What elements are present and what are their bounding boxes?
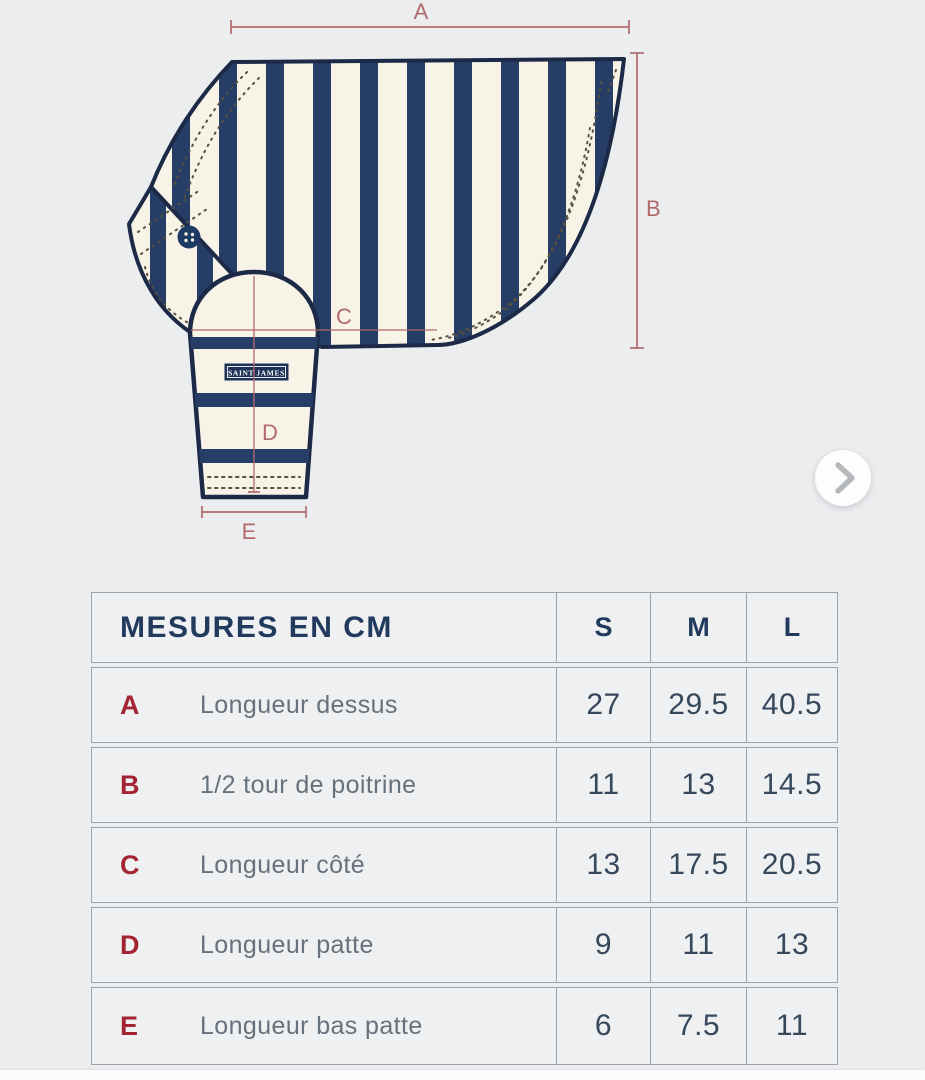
size-value: 6 (594, 1009, 613, 1042)
brand-label (225, 364, 289, 381)
row-letter: C (120, 849, 140, 880)
size-header-s: S (594, 612, 613, 642)
dimension-a (231, 20, 629, 34)
row-name: Longueur bas patte (200, 1011, 423, 1040)
chevron-right-icon (815, 450, 871, 506)
size-value: 27 (586, 688, 621, 721)
table-row (91, 987, 838, 1065)
next-section-edge (0, 1070, 925, 1080)
size-value: 40.5 (761, 688, 823, 721)
table-title: MESURES EN CM (120, 610, 393, 644)
dimension-e (202, 506, 306, 518)
dim-label-c: C (336, 304, 352, 329)
dim-label-d: D (262, 420, 278, 445)
size-value: 17.5 (668, 848, 729, 881)
row-letter: B (120, 769, 140, 800)
dimension-b (630, 53, 644, 348)
dim-label-b: B (646, 196, 661, 221)
table-row (91, 827, 838, 903)
row-letter: A (120, 689, 140, 720)
size-value: 13 (586, 848, 621, 881)
table-row (91, 747, 838, 823)
row-name: 1/2 tour de poitrine (200, 770, 417, 799)
size-value: 13 (774, 928, 810, 961)
row-letter: E (120, 1010, 139, 1041)
size-value: 14.5 (761, 768, 823, 801)
row-name: Longueur côté (200, 850, 366, 879)
size-value: 11 (587, 768, 620, 801)
dim-label-a: A (413, 0, 429, 24)
row-name: Longueur dessus (200, 690, 398, 719)
brand-label-text: SAINT JAMES (228, 368, 285, 378)
size-value: 7.5 (676, 1009, 721, 1042)
carousel-next-button[interactable] (815, 450, 871, 506)
table-row (91, 907, 838, 983)
size-header-m: M (687, 612, 710, 642)
row-name: Longueur patte (200, 930, 374, 959)
size-value: 29.5 (668, 688, 729, 721)
table-row (91, 667, 838, 743)
size-table (91, 592, 838, 1065)
size-header-l: L (783, 612, 801, 642)
dim-label-e: E (241, 519, 257, 544)
size-value: 11 (775, 1009, 809, 1042)
size-value: 9 (594, 928, 613, 961)
coat-button-icon (178, 226, 201, 249)
table-header-row (91, 592, 838, 663)
size-value: 20.5 (761, 848, 823, 881)
size-value: 13 (681, 768, 716, 801)
size-value: 11 (682, 928, 715, 961)
row-letter: D (120, 929, 140, 960)
